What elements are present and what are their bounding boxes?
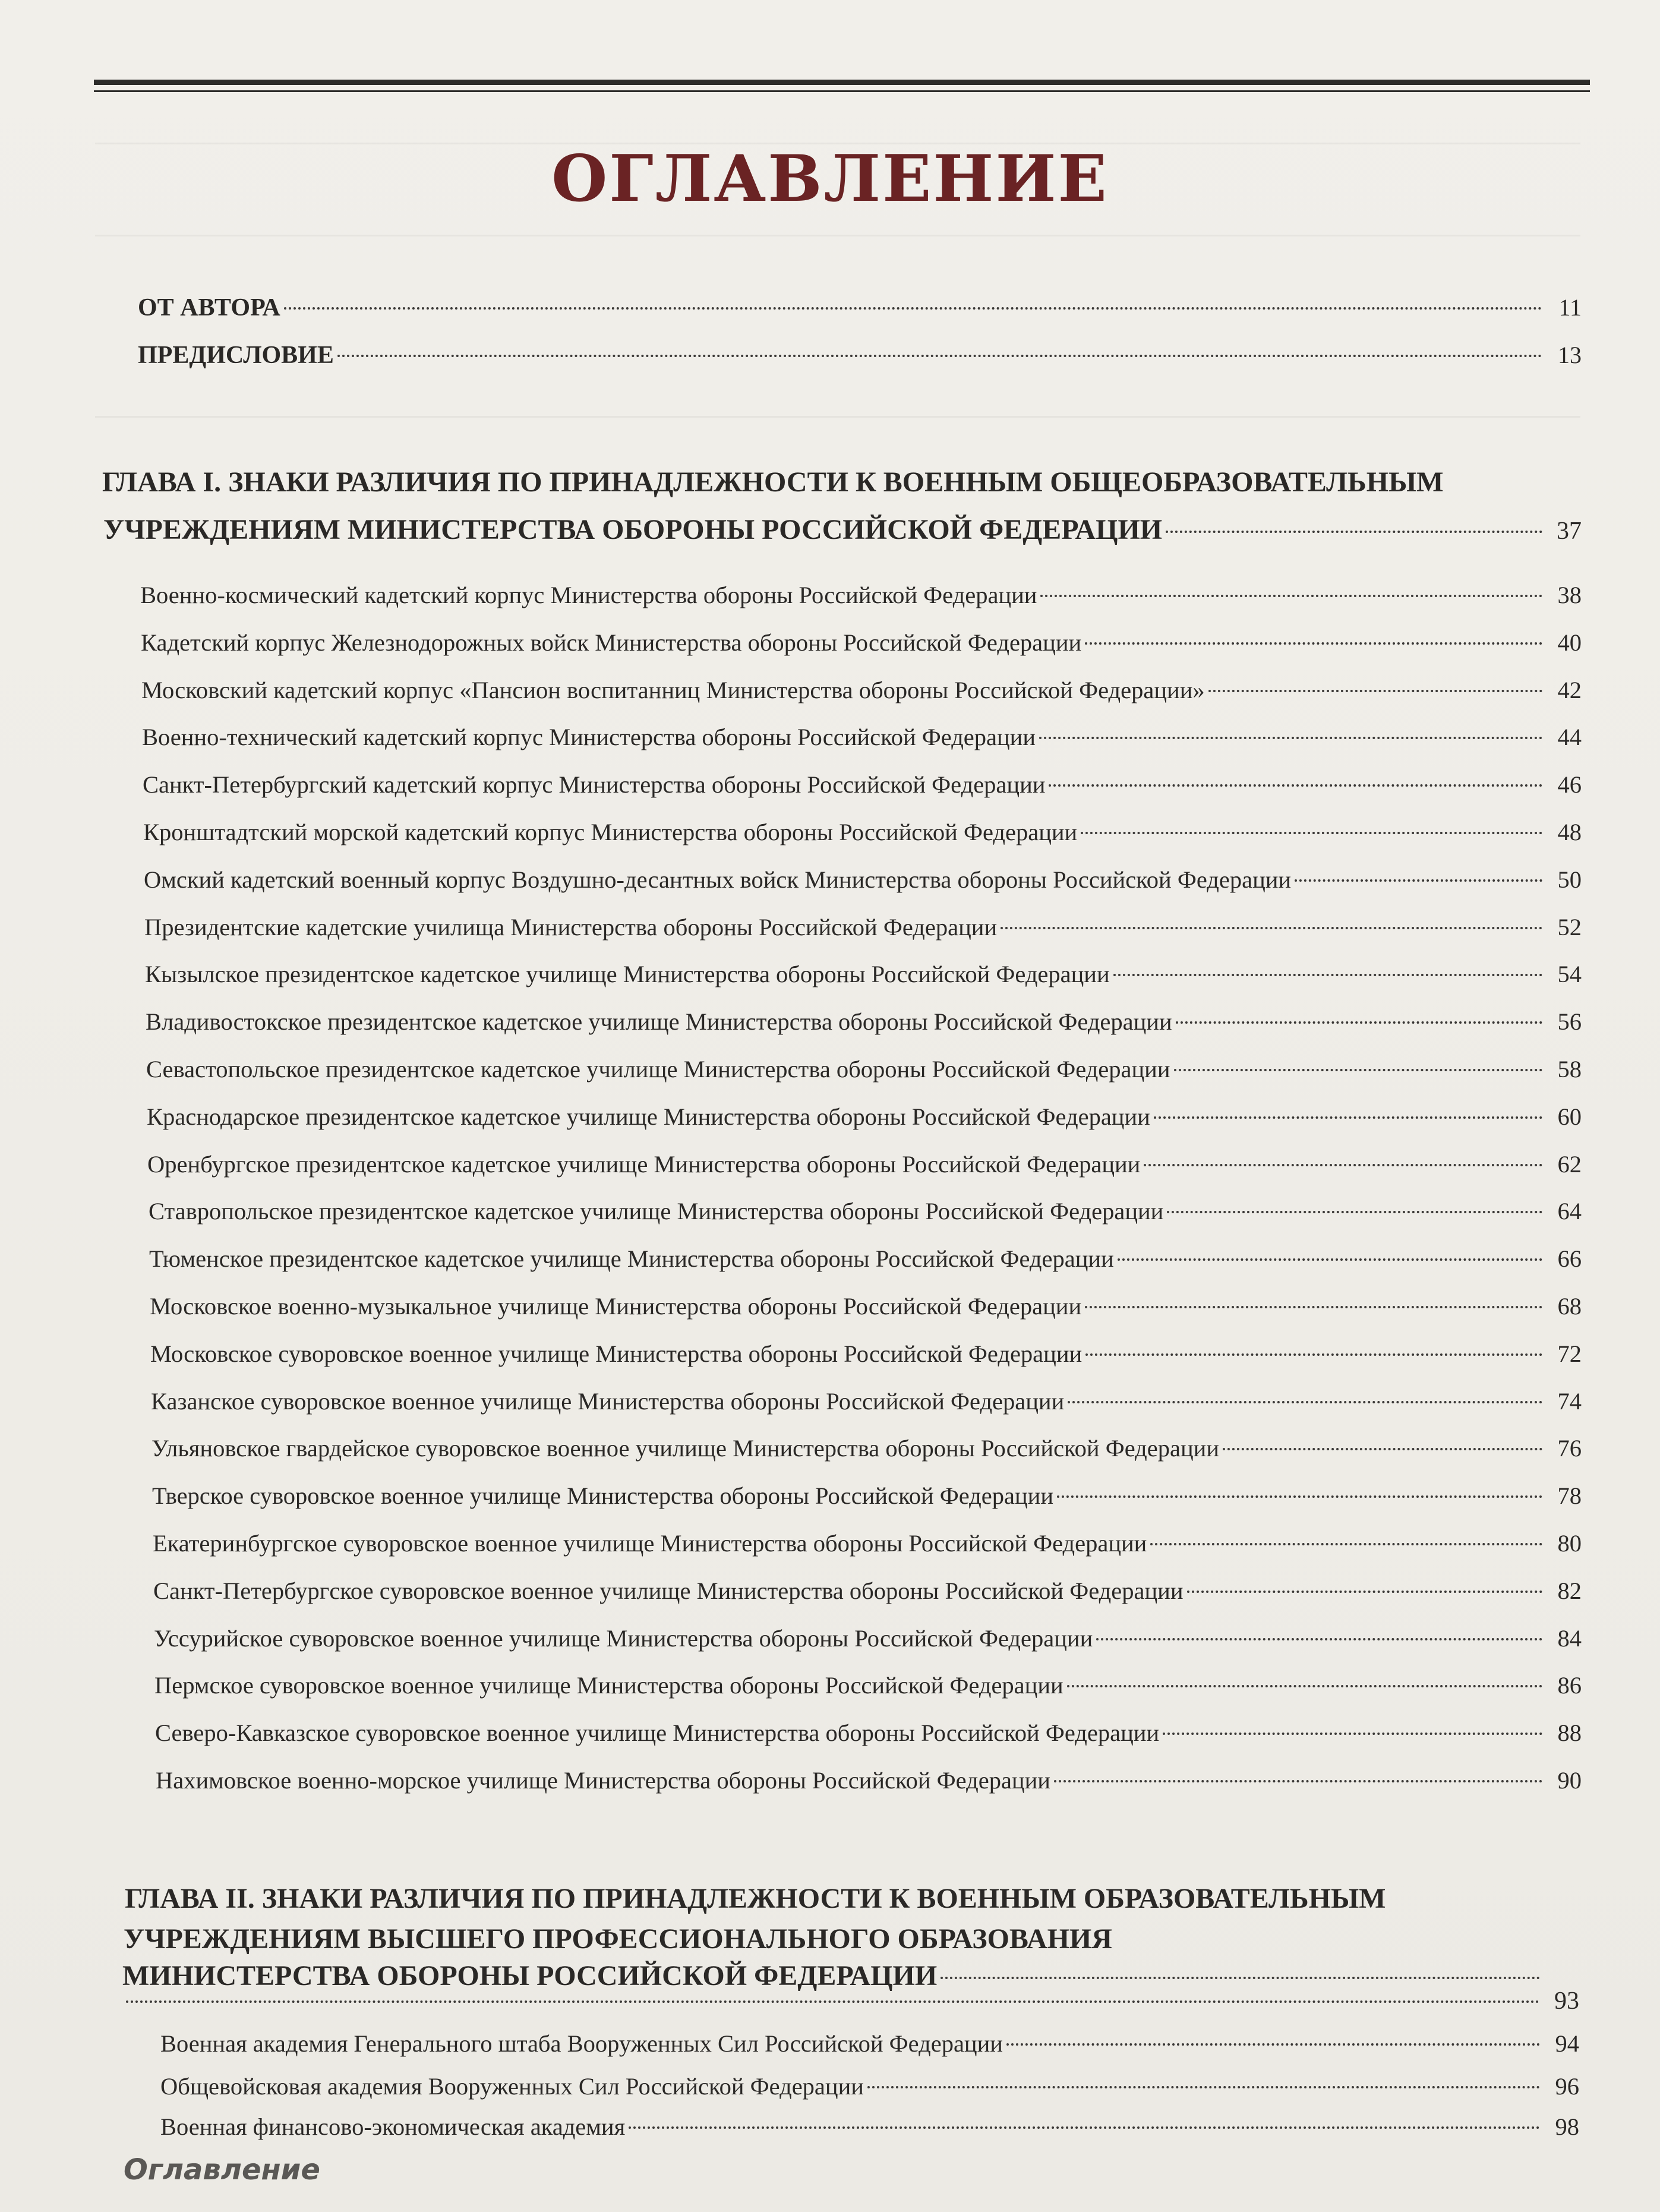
- toc-entry-page: 96: [1555, 2073, 1579, 2100]
- toc-entry-label: Тюменское президентское кадетское училище Министерства обороны Российской Федерации: [149, 1245, 1114, 1272]
- toc-entry-page: 44: [1557, 724, 1582, 750]
- toc-entry-page: 62: [1557, 1151, 1582, 1178]
- toc-entry-label: Санкт-Петербургский кадетский корпус Министерства обороны Российской Федерации: [143, 771, 1046, 798]
- toc-entry-page: 46: [1557, 771, 1582, 798]
- leader-dots: [1057, 1495, 1542, 1498]
- toc-entry-page: 94: [1555, 2030, 1579, 2057]
- toc-entry-label: Северо-Кавказское суворовское военное училище Министерства обороны Российской Федерации: [155, 1719, 1160, 1746]
- leader-dots: [1096, 1638, 1542, 1640]
- toc-entry: [143, 818, 1582, 846]
- toc-entry-page: 52: [1557, 914, 1582, 941]
- toc-entry-page: 40: [1557, 629, 1582, 656]
- toc-entry-page: 88: [1557, 1719, 1582, 1746]
- toc-entry-page: 54: [1557, 961, 1582, 987]
- chapter2-page-row: [122, 1987, 1579, 2015]
- toc-entry-page: 38: [1557, 582, 1582, 608]
- toc-entry: [143, 771, 1582, 799]
- toc-entry-page: 56: [1557, 1008, 1582, 1035]
- toc-entry-page: 76: [1557, 1435, 1582, 1462]
- toc-entry: [150, 1292, 1582, 1320]
- leader-dots: [1067, 1685, 1542, 1687]
- toc-entry-page: 84: [1557, 1625, 1582, 1652]
- leader-dots: [1001, 927, 1542, 929]
- toc-entry: [141, 629, 1582, 657]
- leader-dots: [1163, 1733, 1542, 1735]
- toc-entry-preface: [138, 341, 1582, 370]
- toc-entry-author: [138, 294, 1582, 322]
- chapter1-heading-line2: УЧРЕЖДЕНИЯМ МИНИСТЕРСТВА ОБОРОНЫ РОССИЙСКОЙ ФЕДЕРАЦИИ: [103, 514, 1163, 545]
- toc-entry-page: 58: [1557, 1056, 1582, 1083]
- toc-entry: [142, 723, 1582, 751]
- chapter1-page: 37: [1557, 517, 1582, 545]
- leader-dots: [1174, 1069, 1542, 1071]
- leader-dots: [126, 2000, 1540, 2003]
- toc-entry-label: Военно-технический кадетский корпус Министерства обороны Российской Федерации: [142, 724, 1036, 750]
- leader-dots: [629, 2126, 1540, 2129]
- toc-entry-label: Уссурийское суворовское военное училище Министерства обороны Российской Федерации: [154, 1625, 1093, 1652]
- leader-dots: [1081, 832, 1542, 834]
- leader-dots: [1049, 784, 1542, 787]
- toc-entry: [153, 1577, 1582, 1605]
- toc-entry-page: 98: [1555, 2113, 1579, 2140]
- toc-entry-page: 86: [1557, 1672, 1582, 1699]
- toc-entry-label: Военная академия Генерального штаба Вооруженных Сил Российской Федерации: [160, 2030, 1003, 2057]
- toc-entry-label: Пермское суворовское военное училище Министерства обороны Российской Федерации: [154, 1672, 1063, 1699]
- chapter1-heading-line1: ГЛАВА I. ЗНАКИ РАЗЛИЧИЯ ПО ПРИНАДЛЕЖНОСТИ К ВОЕННЫМ ОБЩЕОБРАЗОВАТЕЛЬНЫМ: [102, 466, 1444, 498]
- toc-entry: [156, 1766, 1582, 1794]
- toc-entry-label: Казанское суворовское военное училище Министерства обороны Российской Федерации: [151, 1388, 1065, 1415]
- toc-entry-label: Московский кадетский корпус «Пансион воспитанниц Министерства обороны Российской Федерации»: [141, 677, 1205, 703]
- page-title: ОГЛАВЛЕНИЕ: [551, 141, 1109, 216]
- toc-entry-label: ОТ АВТОРА: [138, 294, 280, 321]
- leader-dots: [1167, 1211, 1542, 1213]
- leader-dots: [1223, 1448, 1542, 1450]
- leader-dots: [1150, 1543, 1542, 1545]
- toc-entry: [151, 1387, 1582, 1415]
- toc-entry: [145, 960, 1582, 988]
- chapter1-heading: [103, 513, 1582, 546]
- leader-dots: [941, 1977, 1540, 1979]
- chapter2-heading-line3: МИНИСТЕРСТВА ОБОРОНЫ РОССИЙСКОЙ ФЕДЕРАЦИИ: [122, 1960, 938, 1992]
- toc-entry: [144, 913, 1582, 941]
- toc-entry-page: 60: [1557, 1103, 1582, 1130]
- toc-entry: [154, 1671, 1582, 1699]
- toc-entry-label: Московское военно-музыкальное училище Министерства обороны Российской Федерации: [150, 1293, 1082, 1320]
- toc-entry-page: 72: [1557, 1340, 1582, 1367]
- toc-entry-label: Ульяновское гвардейское суворовское военное училище Министерства обороны Российской Федерации: [152, 1435, 1219, 1462]
- toc-entry: [146, 1008, 1582, 1036]
- toc-entry-page: 11: [1558, 294, 1582, 321]
- toc-entry-label: Кадетский корпус Железнодорожных войск Министерства обороны Российской Федерации: [141, 629, 1082, 656]
- toc-entry-page: 48: [1557, 819, 1582, 845]
- running-footer: Оглавление: [124, 2153, 320, 2186]
- toc-entry-label: Екатеринбургское суворовское военное училище Министерства обороны Российской Федерации: [153, 1530, 1147, 1557]
- toc-entry: [149, 1197, 1582, 1225]
- leader-dots: [1040, 595, 1542, 597]
- leader-dots: [337, 355, 1542, 357]
- header-rule-thin: [94, 90, 1590, 92]
- toc-entry-page: 68: [1557, 1293, 1582, 1320]
- leader-dots: [1176, 1021, 1542, 1024]
- toc-entry-label: ПРЕДИСЛОВИЕ: [138, 342, 334, 369]
- header-rule-thick: [94, 80, 1590, 85]
- leader-dots: [1054, 1780, 1542, 1782]
- toc-entry: [149, 1245, 1582, 1273]
- toc-entry-page: 64: [1557, 1198, 1582, 1225]
- toc-entry: [147, 1103, 1582, 1131]
- leader-dots: [1039, 737, 1542, 739]
- toc-entry-page: 74: [1557, 1388, 1582, 1415]
- leader-dots: [1113, 974, 1542, 976]
- toc-entry: [140, 581, 1582, 609]
- toc-entry-label: Севастопольское президентское кадетское училище Министерства обороны Российской Федерации: [146, 1056, 1170, 1083]
- show-through-line: [95, 235, 1580, 236]
- leader-dots: [1068, 1401, 1542, 1403]
- leader-dots: [284, 307, 1542, 310]
- toc-entry-page: 66: [1557, 1245, 1582, 1272]
- leader-dots: [1154, 1116, 1542, 1119]
- toc-entry: [160, 2030, 1579, 2058]
- leader-dots: [1295, 879, 1542, 882]
- leader-dots: [1144, 1164, 1542, 1166]
- leader-dots: [1118, 1258, 1542, 1261]
- toc-entry: [150, 1340, 1582, 1368]
- toc-entry: [152, 1482, 1582, 1510]
- toc-entry-label: Омский кадетский военный корпус Воздушно-десантных войск Министерства обороны Российской Федерации: [144, 866, 1292, 893]
- toc-entry-page: 80: [1557, 1530, 1582, 1557]
- toc-entry-page: 13: [1558, 342, 1582, 368]
- toc-entry-label: Кызылское президентское кадетское училище Министерства обороны Российской Федерации: [145, 961, 1110, 987]
- toc-entry-page: 78: [1557, 1482, 1582, 1509]
- toc-entry-label: Военно-космический кадетский корпус Министерства обороны Российской Федерации: [140, 582, 1037, 608]
- leader-dots: [867, 2086, 1540, 2088]
- toc-entry-label: Московское суворовское военное училище Министерства обороны Российской Федерации: [150, 1340, 1083, 1367]
- toc-entry: [160, 2113, 1579, 2141]
- toc-entry-page: 50: [1557, 866, 1582, 893]
- toc-entry-label: Краснодарское президентское кадетское училище Министерства обороны Российской Федерации: [147, 1103, 1150, 1130]
- toc-entry: [146, 1055, 1582, 1083]
- leader-dots: [1187, 1591, 1543, 1593]
- toc-entry-label: Оренбургское президентское кадетское училище Министерства обороны Российской Федерации: [147, 1151, 1141, 1178]
- toc-entry: [153, 1529, 1582, 1557]
- toc-entry: [141, 676, 1582, 704]
- leader-dots: [1085, 1306, 1542, 1308]
- toc-entry-page: 82: [1557, 1577, 1582, 1604]
- toc-entry: [147, 1150, 1582, 1178]
- leader-dots: [1085, 1353, 1542, 1356]
- leader-dots: [1006, 2043, 1540, 2046]
- chapter2-heading-line1: ГЛАВА II. ЗНАКИ РАЗЛИЧИЯ ПО ПРИНАДЛЕЖНОСТИ К ВОЕННЫМ ОБРАЗОВАТЕЛЬНЫМ: [125, 1883, 1386, 1914]
- toc-entry: [160, 2072, 1579, 2100]
- toc-entry: [155, 1719, 1582, 1747]
- toc-entry-label: Тверское суворовское военное училище Министерства обороны Российской Федерации: [152, 1482, 1054, 1509]
- toc-entry: [154, 1624, 1582, 1652]
- toc-entry-label: Военная финансово-экономическая академия: [160, 2113, 626, 2140]
- toc-entry: [144, 866, 1582, 894]
- toc-entry-page: 90: [1557, 1767, 1582, 1794]
- show-through-line: [95, 416, 1580, 418]
- chapter2-heading-line2: УЧРЕЖДЕНИЯМ ВЫСШЕГО ПРОФЕССИОНАЛЬНОГО ОБРАЗОВАНИЯ: [124, 1923, 1112, 1955]
- toc-entry-label: Нахимовское военно-морское училище Министерства обороны Российской Федерации: [156, 1767, 1050, 1794]
- chapter2-page: 93: [1554, 1987, 1579, 2015]
- toc-entry-label: Ставропольское президентское кадетское училище Министерства обороны Российской Федерации: [149, 1198, 1164, 1225]
- toc-entry-label: Санкт-Петербургское суворовское военное училище Министерства обороны Российской Федерации: [153, 1577, 1184, 1604]
- toc-entry-label: Владивостокское президентское кадетское училище Министерства обороны Российской Федерации: [146, 1008, 1172, 1035]
- toc-entry: [152, 1434, 1582, 1462]
- toc-entry-label: Общевойсковая академия Вооруженных Сил Российской Федерации: [160, 2073, 864, 2100]
- toc-entry-page: 42: [1557, 677, 1582, 703]
- toc-entry-label: Президентские кадетские училища Министерства обороны Российской Федерации: [144, 914, 998, 941]
- toc-entry-label: Кронштадтский морской кадетский корпус Министерства обороны Российской Федерации: [143, 819, 1078, 845]
- leader-dots: [1166, 531, 1542, 533]
- leader-dots: [1208, 690, 1542, 692]
- leader-dots: [1085, 642, 1542, 645]
